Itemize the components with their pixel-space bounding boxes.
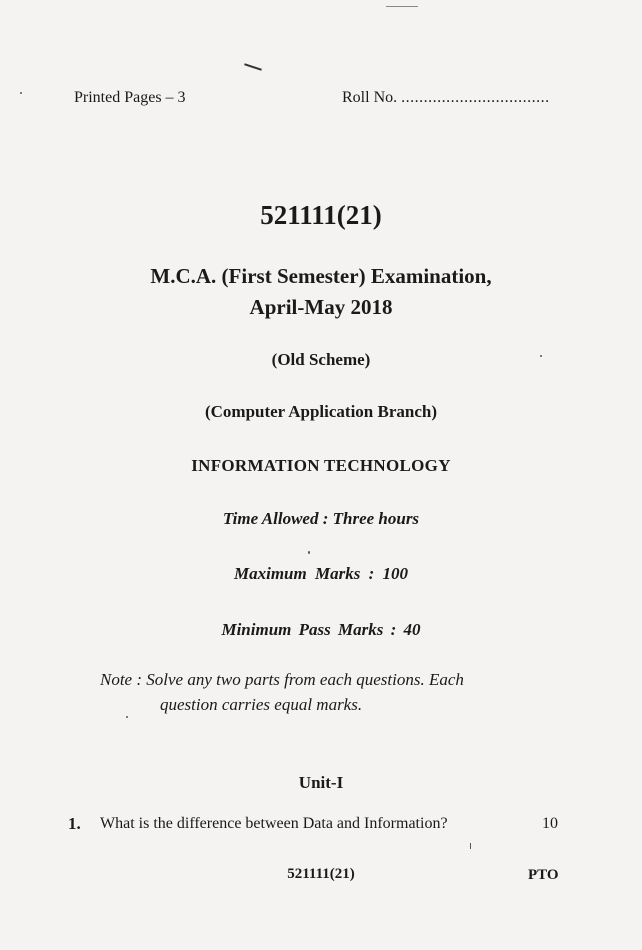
minimum-pass-marks: Minimum Pass Marks : 40 [221,620,421,639]
exam-title: M.C.A. (First Semester) Examination, [150,264,492,288]
scan-speck [20,92,22,94]
question-marks: 10 [542,815,558,832]
roll-dots: ................................. [401,89,550,106]
paper-code: 521111(21) [260,200,382,230]
branch: (Computer Application Branch) [204,402,438,421]
pto-label: PTO [528,867,559,883]
note-line-2: question carries equal marks. [160,695,363,714]
printed-pages: Printed Pages – 3 [74,89,186,106]
instructions-note [100,670,464,714]
roll-label: Roll No. [342,89,398,106]
exam-session: April-May 2018 [249,295,393,319]
scan-speck [470,843,471,849]
unit-heading: Unit-I [298,773,344,792]
scan-speck [126,716,128,718]
roll-number-field [342,89,550,107]
question-number: 1. [68,814,81,833]
scan-mark [386,6,418,7]
note-label: Note : [100,670,143,689]
scan-mark [244,63,262,70]
note-line-1: Solve any two parts from each questions. Each [146,670,464,689]
footer-paper-code: 521111(21) [287,866,355,882]
scan-speck [308,551,310,554]
question-text: What is the difference between Data and Information? [100,815,448,832]
scan-speck [540,355,542,357]
subject-title: INFORMATION TECHNOLOGY [191,456,451,475]
maximum-marks: Maximum Marks : 100 [234,564,408,583]
time-allowed: Time Allowed : Three hours [222,509,420,528]
scheme: (Old Scheme) [271,350,371,369]
